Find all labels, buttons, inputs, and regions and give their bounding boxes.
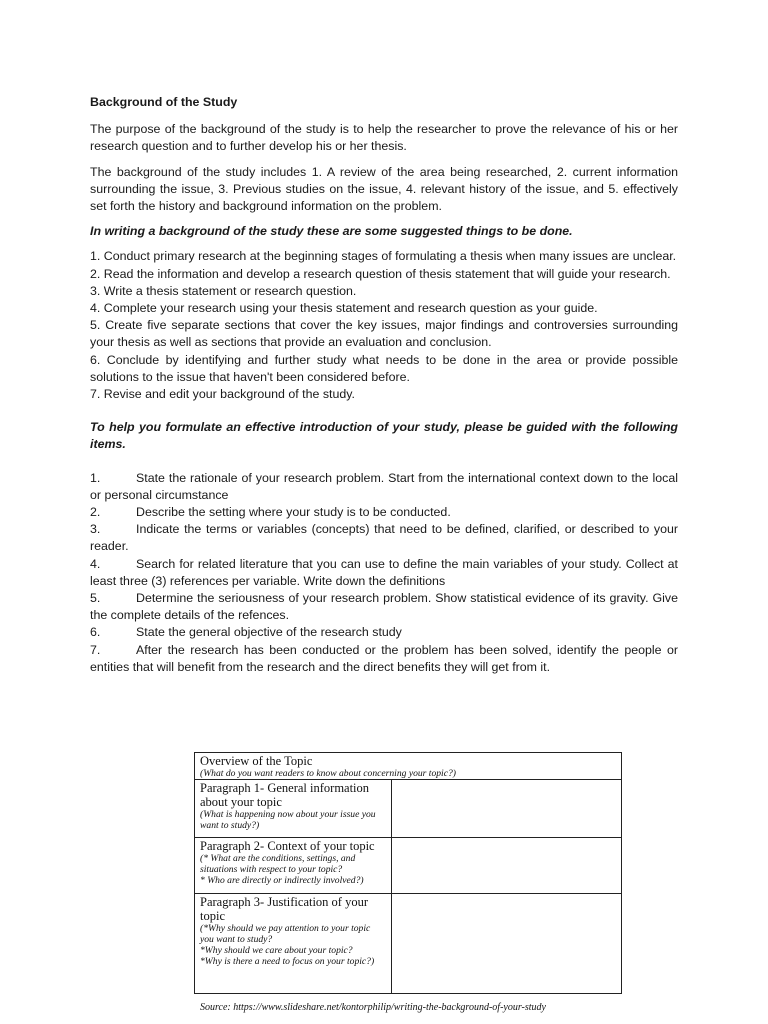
list-item <box>90 590 678 624</box>
item-number: 7. <box>90 642 101 657</box>
item-text: Search for related literature that you can use to define the main variables of your study. Collect at least three (3) references per variable. Write down the definitions <box>90 556 678 588</box>
list-item <box>90 556 678 590</box>
list-item: 5. Create five separate sections that cover the key issues, major findings and controversies surrounding your thesis as well as sections that provide an evaluation and conclusion. <box>90 318 678 350</box>
source-citation: Source: https://www.slideshare.net/kontorphilip/writing-the-background-of-your-study <box>200 1002 546 1013</box>
item-number: 2. <box>90 505 101 520</box>
overview-heading: Overview of the Topic <box>200 754 313 768</box>
item-text: Determine the seriousness of your research problem. Show statistical evidence of its gravity. Give the complete details of the refences. <box>90 591 678 623</box>
paragraph-1-heading: Paragraph 1- General information about your topic <box>200 781 370 809</box>
document-page <box>90 94 678 676</box>
paragraph-3-subtext: (*Why should we pay attention to your topic you want to study? <box>200 923 371 945</box>
item-number: 4. <box>90 556 101 571</box>
list-item <box>90 470 678 504</box>
introduction-guide-heading: To help you formulate an effective introduction of your study, please be guided with the following items. <box>90 420 678 452</box>
overview-table <box>194 752 622 994</box>
list-item <box>90 642 678 676</box>
paragraph-2-subtext: * Who are directly or indirectly involved?) <box>200 875 364 886</box>
paragraph-3-heading: Paragraph 3- Justification of your topic <box>200 895 369 923</box>
table-row <box>195 753 622 780</box>
list-item: 7. Revise and edit your background of the study. <box>90 387 355 402</box>
list-item: 6. Conclude by identifying and further study what needs to be done in the area or provide possible solutions to the issue that haven't been considered before. <box>90 352 678 384</box>
item-text: Describe the setting where your study is to be conducted. <box>136 505 451 520</box>
item-text: Indicate the terms or variables (concepts) that need to be defined, clarified, or described to your reader. <box>90 522 678 554</box>
document-title: Background of the Study <box>90 95 238 109</box>
item-number: 1. <box>90 470 101 485</box>
table-row <box>195 780 622 838</box>
table-row <box>195 838 622 894</box>
paragraph-1-blank-cell <box>392 780 622 838</box>
overview-table-image <box>194 752 622 994</box>
list-item: 4. Complete your research using your thesis statement and research question as your guide. <box>90 301 598 316</box>
list-item <box>90 521 678 555</box>
paragraph-3-subtext: *Why is there a need to focus on your topic?) <box>200 956 375 967</box>
paragraph-2-heading: Paragraph 2- Context of your topic <box>200 839 375 853</box>
item-text: State the general objective of the research study <box>136 625 402 640</box>
paragraph-1-subtext: (What is happening now about your issue you want to study?) <box>200 809 376 831</box>
item-text: State the rationale of your research problem. Start from the international context down to the local or personal circumstance <box>90 470 678 502</box>
overview-cell <box>195 753 622 780</box>
paragraph-3-cell <box>195 894 392 994</box>
paragraph-1-cell <box>195 780 392 838</box>
overview-subtext: (What do you want readers to know about concerning your topic?) <box>200 768 456 779</box>
paragraph-2-subtext: (* What are the conditions, settings, and situations with respect to your topic? <box>200 853 356 875</box>
paragraph-2-blank-cell <box>392 838 622 894</box>
intro-paragraph-includes: The background of the study includes 1. A review of the area being researched, 2. current information surrounding the issue, 3. Previous studies on the issue, 4. relevant history of the issue, and 5. effectively set forth the history and background information on the problem. <box>90 164 678 214</box>
list-item: 3. Write a thesis statement or research question. <box>90 283 357 298</box>
list-item: 2. Read the information and develop a research question of thesis statement that will guide your research. <box>90 266 671 281</box>
list-item: 1. Conduct primary research at the beginning stages of formulating a thesis when many issues are unclear. <box>90 249 677 264</box>
table-row <box>195 894 622 994</box>
item-number: 3. <box>90 522 101 537</box>
paragraph-3-subtext: *Why should we care about your topic? <box>200 945 353 956</box>
introduction-guide-list <box>90 470 678 676</box>
list-item <box>90 624 678 641</box>
item-text: After the research has been conducted or the problem has been solved, identify the people or entities that will benefit from the research and the direct benefits they will get from it. <box>90 642 678 674</box>
paragraph-3-blank-cell <box>392 894 622 994</box>
paragraph-2-cell <box>195 838 392 894</box>
suggested-things-heading: In writing a background of the study these are some suggested things to be done. <box>90 224 573 239</box>
intro-paragraph-purpose: The purpose of the background of the study is to help the researcher to prove the relevance of his or her research question and to further develop his or her thesis. <box>90 122 678 154</box>
item-number: 6. <box>90 625 101 640</box>
suggested-steps-list <box>90 248 678 403</box>
list-item <box>90 504 678 521</box>
item-number: 5. <box>90 591 101 606</box>
